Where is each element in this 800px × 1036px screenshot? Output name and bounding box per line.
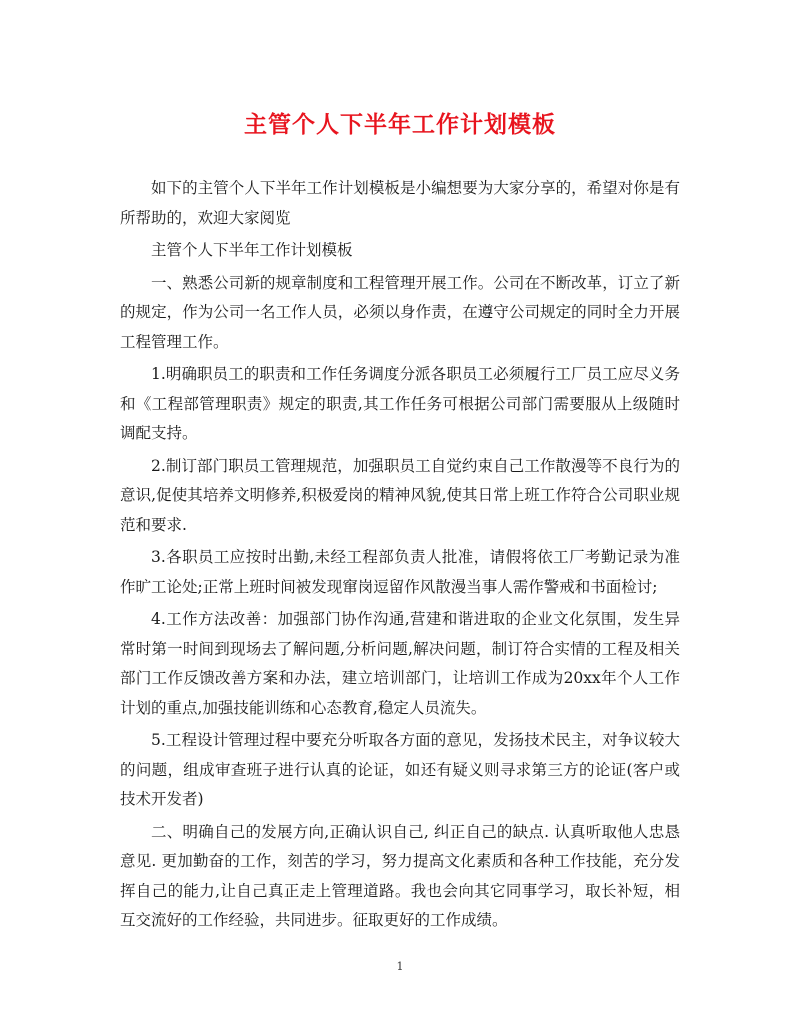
intro-paragraph: 如下的主管个人下半年工作计划模板是小编想要为大家分享的，希望对你是有所帮助的，欢迎大家阅览: [120, 179, 680, 227]
section-two-paragraph: 二、明确自己的发展方向,正确认识自己, 纠正自己的缺点. 认真听取他人忠恳意见. 更加勤奋的工作，刻苦的学习，努力提高文化素质和各种工作技能，充分发挥自己的能力,让自己真正走上管理道路。我也会向其它同事学习，取长补短，相互交流好的工作经验，共同进步。征取更好的工作成绩。: [120, 822, 680, 929]
item-2-paragraph: 2.制订部门职员工管理规范，加强职员工自觉约束自己工作散漫等不良行为的意识,促使其培养文明修养,积极爱岗的精神风貌,使其日常上班工作符合公司职业规范和要求.: [120, 456, 680, 534]
item-4-paragraph: 4.工作方法改善：加强部门协作沟通,营建和谐进取的企业文化氛围，发生异常时第一时间到现场去了解问题,分析问题,解决问题，制订符合实情的工程及相关部门工作反馈改善方案和办法，建立培训部门，让培训工作成为20xx年个人工作计划的重点,加强技能训练和心态教育,稳定人员流失。: [120, 610, 680, 717]
document-page: [120, 0, 680, 1036]
subtitle-paragraph: 主管个人下半年工作计划模板: [151, 241, 353, 259]
item-3-paragraph: 3.各职员工应按时出勤,未经工程部负责人批准，请假将依工厂考勤记录为准作旷工论处;正常上班时间被发现窜岗逗留作风散漫当事人需作警戒和书面检讨;: [120, 548, 680, 596]
item-5-paragraph: 5.工程设计管理过程中要充分听取各方面的意见，发扬技术民主，对争议较大的问题，组成审查班子进行认真的论证，如还有疑义则寻求第三方的论证(客户或技术开发者): [120, 731, 680, 808]
document-title: 主管个人下半年工作计划模板: [244, 111, 556, 138]
item-1-paragraph: 1.明确职员工的职责和工作任务调度分派各职员工必须履行工厂员工应尽义务和《工程部管理职责》规定的职责,其工作任务可根据公司部门需要服从上级随时调配支持。: [120, 365, 680, 442]
document-body: [120, 174, 680, 939]
page-number: 1: [396, 960, 404, 973]
section-one-paragraph: 一、熟悉公司新的规章制度和工程管理开展工作。公司在不断改革，订立了新的规定，作为公司一名工作人员，必须以身作责，在遵守公司规定的同时全力开展工程管理工作。: [120, 273, 680, 351]
